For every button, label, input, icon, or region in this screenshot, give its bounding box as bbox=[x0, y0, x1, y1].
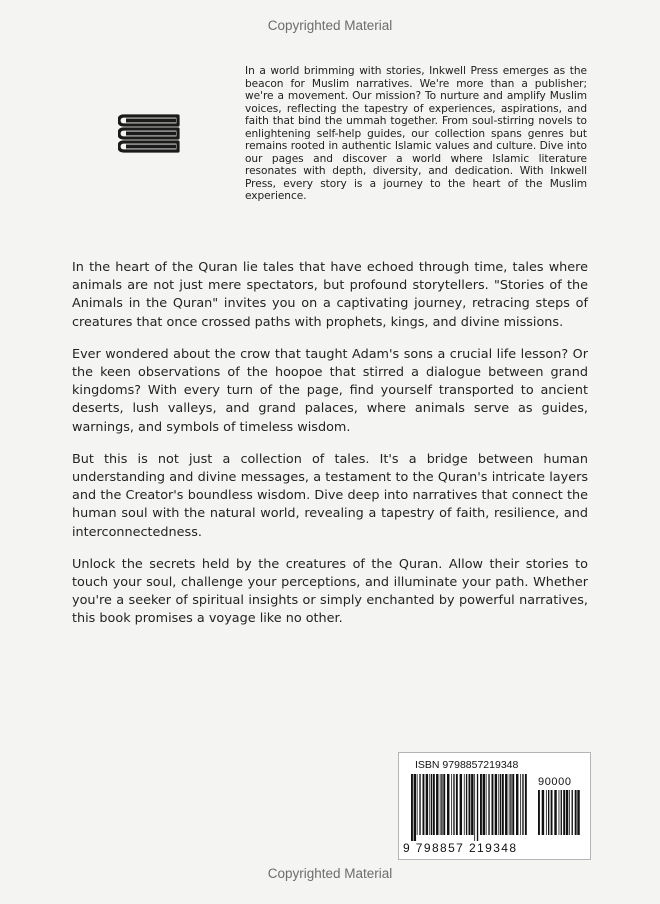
description-paragraph-1: In the heart of the Quran lie tales that have echoed through time, tales where animals are not just mere spectators, but profound storytellers. "Stories of the Animals in the Quran" invites you on a captivating journey, retracing steps of creatures that once crossed paths with prophets, kings, and divine missions. bbox=[72, 260, 588, 330]
copyright-watermark-top: Copyrighted Material bbox=[267, 18, 393, 33]
book-description bbox=[72, 259, 588, 643]
stacked-books-icon bbox=[118, 112, 184, 158]
copyright-watermark-bottom: Copyrighted Material bbox=[267, 866, 393, 881]
price-code: 90000 bbox=[538, 776, 572, 788]
price-barcode bbox=[538, 790, 580, 841]
isbn-label: ISBN 9798857219348 bbox=[415, 759, 519, 771]
description-paragraph-4: Unlock the secrets held by the creatures of the Quran. Allow their stories to touch your soul, challenge your perceptions, and illuminate your path. Whether you're a seeker of spiritual insights or simply enchanted by powerful narratives, this book promises a voyage like no other. bbox=[72, 556, 588, 627]
publisher-blurb: In a world brimming with stories, Inkwell Press emerges as the beacon for Muslim narratives. We're more than a publisher; we're a movement. Our mission? To nurture and amplify Muslim voices, reflecting the tapestry of experiences, aspirations, and faith that bind the ummah together. From soul-stirring novels to enlightening self-help guides, our collection spans genres but remains rooted in authentic Islamic values and culture. Dive into our pages and discover a world where Islamic literature resonates with depth, diversity, and dedication. With Inkwell Press, every story is a journey to the heart of the Muslim experience. bbox=[245, 65, 587, 203]
isbn-digits: 9 798857 219348 bbox=[403, 841, 518, 855]
description-paragraph-3: But this is not just a collection of tales. It's a bridge between human understanding and divine messages, a testament to the Quran's intricate layers and the Creator's boundless wisdom. Dive deep into narratives that connect the human soul with the natural world, revealing a tapestry of faith, resilience, and interconnectedness. bbox=[72, 451, 588, 540]
isbn-barcode bbox=[411, 774, 529, 841]
description-paragraph-2: Ever wondered about the crow that taught Adam's sons a crucial life lesson? Or the keen observations of the hoopoe that stirred a dialogue between grand kingdoms? With every turn of the page, find yourself transported to ancient deserts, lush valleys, and grand palaces, where animals serve as guides, warnings, and symbols of timeless wisdom. bbox=[72, 346, 588, 435]
barcode-box bbox=[398, 752, 591, 860]
